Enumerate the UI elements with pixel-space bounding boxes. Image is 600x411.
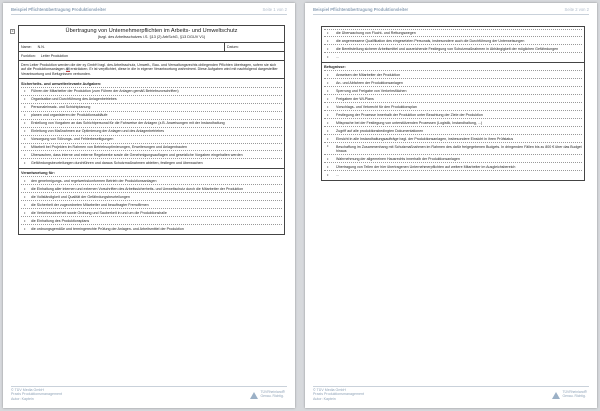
list-item: • ... — [324, 52, 582, 60]
page-header — [313, 7, 589, 12]
list-item: • An- und Abfahren der Produktionsanlagen — [324, 78, 582, 86]
list-item: • die Einhaltung aller internen und externen Vorschriften des Arbeitssicherheits- und Umweltschutz durch die Mitarbeiter der Produktion — [21, 184, 282, 192]
list-item: • die Bereitstellung sicherer Arbeitsmittel und ausreichende Festlegung von Schutzmaßnahmen in Abhängigkeit der möglichen Gefährdungen — [324, 44, 582, 52]
list-item: • Mitsprache bei der Festlegung von unterstützenden Prozessen (Logistik, Instandhaltung, ...) — [324, 118, 582, 126]
list-item: • die Verkehrssicherheit sowie Ordnung und Sauberkeit in und um die Produktionshalle — [21, 208, 282, 216]
page-1 — [3, 3, 295, 408]
intro-paragraph: Dem Leiter Produktion werden die der xy GmbH bzgl. des Arbeitsschutz, Umwelt-, Bau- und Verwaltungsrechts obliegenden Pflichten übertragen, sofern sie sich auf die Produktionsanlagen ab ersträcken. Er ist verpflichtet, diese in die in eigener Verantwortung wahrnimmt. Diese Aufgaben wird mit nachfolgend dargestellter Verantwortung und Befugnissen verbunden. — [18, 61, 285, 79]
list-item: • Führen der Mitarbeiter der Produktion (zum Führen der Anlagen gemäß Betriebsvorschriften) — [21, 87, 282, 95]
footer-author: Autor: Kaptein — [313, 396, 336, 401]
header-title: Beispiel Pflichtenübertragung Produktionsleiter — [313, 7, 409, 12]
list-item: • Einleitung von Maßnahmen zur Optimierung der Anlagen und des Anlagenbetriebes — [21, 127, 282, 135]
header-divider — [313, 14, 589, 15]
page-number: Seite 1 von 2 — [262, 7, 287, 12]
table-move-handle-icon[interactable]: ✥ — [11, 30, 14, 33]
authority-section — [321, 63, 585, 181]
footer-publication: Praxis Produktionsmanagement — [313, 392, 364, 397]
footer-copyright: © TÜV Media GmbH — [313, 387, 346, 392]
responsibility-continued — [321, 26, 585, 63]
list-item: • planen und organisieren der Produktionsabläufe — [21, 111, 282, 119]
list-item: • Gefährdungsbeurteilungen durchführen und daraus Schutzmaßnahmen ableiten, festlegen und überwachen — [21, 158, 282, 166]
date-label: Datum: — [227, 45, 239, 49]
highlighted-word: ab — [65, 67, 70, 72]
responsibility-list-cont — [324, 29, 582, 61]
list-item: • Freigaben der Wi-Plans — [324, 94, 582, 102]
header-title: Beispiel Pflichtenübertragung Produktionsleiter — [11, 7, 107, 12]
tuv-logo: TÜVRheinland® Genau. Richtig. — [250, 391, 285, 399]
document-body[interactable] — [18, 25, 285, 235]
list-item: • Erstellung von Vorgaben an das Schichtpersonal für die Fahrweise der Anlagen (z.B. Anweisungen mit der Instandhaltung — [21, 119, 282, 127]
list-item: • Vorschlags- und Vetorecht für den Produktionsplan — [324, 102, 582, 110]
list-item: • die Vollständigkeit und Qualität der Gefährdungsbeurteilungen — [21, 192, 282, 200]
name-label: Name: — [21, 45, 32, 49]
list-item: • Übertragung von Teilen der hier übertragenen Unternehmerpflichten auf weitere Mitarbeiter im Ausgleichsbereich — [324, 162, 582, 170]
page-number: Seite 2 von 2 — [564, 7, 589, 12]
list-item: • Überwachen, dass interne und externe Regelwerke sowie die Genehmigungsauflagen und gesetzliche Vorgaben eingehalten werden — [21, 150, 282, 158]
footer-publication: Praxis Produktionsmanagement — [11, 392, 62, 397]
title-block — [18, 25, 285, 43]
list-item: • Vorsorgung von Störungs- und Fehlerbeseitigungen — [21, 135, 282, 143]
page-footer — [313, 388, 589, 401]
list-item: • Wahrnehmung der allgemeinen Hausrechts innerhalb der Produktionsanlagen — [324, 154, 582, 162]
list-item: • Organisation und Durchführung des Anlagenbetriebes — [21, 95, 282, 103]
page-2 — [305, 3, 597, 408]
list-item: • den genehmigungs- und regelwerkskonformen Betrieb der Produktionsanlagen — [21, 176, 282, 184]
responsibility-heading: Verantwortung für: — [21, 171, 55, 176]
list-item: • Anweisen der Mitarbeiter der Produktion — [324, 70, 582, 78]
list-item: • die Sicherheit der zugeordneten Mitarbeiter und beauftragter Fremdfirmen — [21, 200, 282, 208]
page-header — [11, 7, 287, 12]
list-item: • ... — [324, 170, 582, 178]
responsibility-section — [18, 169, 285, 235]
list-item: • die ordnungsgemäße und termingerechte Prüfung der Anlagen- und Arbeitsmittel der Produktion — [21, 224, 282, 232]
document-body[interactable] — [321, 26, 585, 181]
name-value: N.N. — [37, 45, 45, 49]
list-item: • Mitarbeit bei Projekten im Rahmen von Betriebsoptimierungen, Erweiterungen und Anlagenbauten — [21, 143, 282, 151]
function-label: Funktion: — [21, 54, 36, 58]
list-item: • Zugriff auf alle produktionsbedingten Dokumentationen — [324, 126, 582, 134]
list-item: • Festlegung der Prozesse innerhalb der Produktion unter Beachtung der Ziele der Produktion — [324, 110, 582, 118]
responsibility-list — [21, 176, 282, 232]
tasks-section — [18, 79, 285, 169]
function-row — [18, 52, 285, 61]
page-footer — [11, 388, 287, 401]
list-item: • Beschaffung im Zusammenhang mit Schutzmaßnahmen im Rahmen des dafür freigegebenen Budgets. In dringenden Fällen bis zu 800 € über das Budget hinaus — [324, 142, 582, 154]
doc-title: Übertragung von Unternehmerpflichten im Arbeits- und Umweltschutz — [65, 28, 238, 34]
tasks-heading: Sicherheits- und umweltrelevante Aufgaben: — [21, 81, 102, 86]
header-divider — [11, 14, 287, 15]
list-item: • die angemessene Qualifikation des eingesetzten Personals, insbesondere auch die Durchführung der Unterweisungen — [324, 36, 582, 44]
tuv-triangle-icon — [552, 392, 560, 399]
tuv-logo: TÜVRheinland® Genau. Richtig. — [552, 391, 587, 399]
authority-list — [324, 70, 582, 178]
list-item: • Sperrung und Freigabe von Verkehrsflächen — [324, 86, 582, 94]
list-item: • die Einhaltung des Produktionsplans — [21, 216, 282, 224]
tuv-triangle-icon — [250, 392, 258, 399]
list-item: • Einsicht in alle Instandhaltungsaufträge bzgl. der Produktionsanlagen, insbesondere Einsicht in ihren Prüfstatus — [324, 134, 582, 142]
name-row — [18, 43, 285, 52]
list-item: • die Überwachung von Flucht- und Rettungswegen — [324, 29, 582, 37]
tasks-list — [21, 87, 282, 167]
footer-author: Autor: Kaptein — [11, 396, 34, 401]
authority-heading: Befugnisse: — [324, 65, 346, 70]
footer-copyright: © TÜV Media GmbH — [11, 387, 44, 392]
function-value: Leiter Produktion — [40, 54, 68, 58]
list-item: • Personaleinsatz- und Schichtplanung — [21, 103, 282, 111]
doc-subtitle: (bzgl. des Arbeitsschutzes i.S. §13 (2) ArbSchG, §13 DGUV V1) — [97, 35, 206, 39]
